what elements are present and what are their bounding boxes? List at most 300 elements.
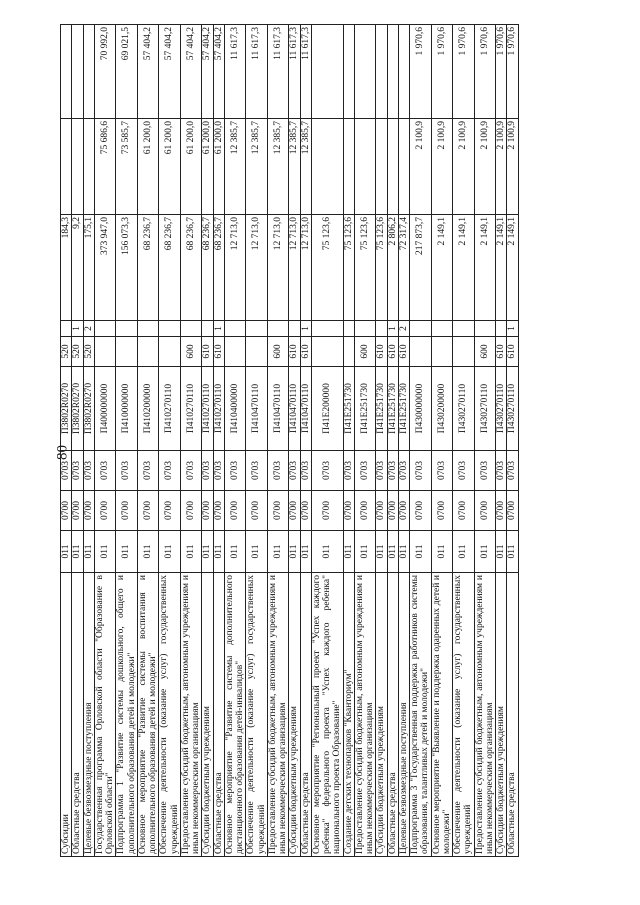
code-source xyxy=(94,321,116,337)
row-name: Целевые безвозмездные поступления xyxy=(83,573,94,857)
amount-year-3: 1 970,6 xyxy=(496,25,507,119)
table-row xyxy=(496,25,507,857)
amount-year-1: 68 236,7 xyxy=(137,215,159,321)
amount-year-1: 2 149,1 xyxy=(431,215,453,321)
code-expense-type: 610 xyxy=(213,337,224,367)
code-expense-type: 610 xyxy=(387,337,398,367)
code-expense-type xyxy=(410,337,432,367)
table-body xyxy=(61,25,519,857)
table-row xyxy=(202,25,213,857)
code-ministry: 011 xyxy=(398,531,409,573)
amount-year-3: 57 404,2 xyxy=(137,25,159,119)
amount-year-2: 61 200,0 xyxy=(159,119,181,215)
code-section: 0700 xyxy=(246,491,268,531)
code-section: 0700 xyxy=(137,491,159,531)
code-section: 0700 xyxy=(431,491,453,531)
code-subsection: 0703 xyxy=(410,451,432,491)
code-target-article: П410270110 xyxy=(180,367,202,451)
amount-year-1: 68 236,7 xyxy=(213,215,224,321)
code-expense-type xyxy=(311,337,343,367)
code-ministry: 011 xyxy=(246,531,268,573)
table-row xyxy=(343,25,354,857)
amount-year-2: 2 100,9 xyxy=(496,119,507,215)
code-ministry: 011 xyxy=(180,531,202,573)
amount-year-2: 73 585,7 xyxy=(116,119,138,215)
amount-year-2: 61 200,0 xyxy=(213,119,224,215)
amount-year-1: 68 236,7 xyxy=(180,215,202,321)
row-name: Субсидии бюджетным учреждениям xyxy=(202,573,213,857)
table-row xyxy=(180,25,202,857)
amount-year-3: 1 970,6 xyxy=(507,25,518,119)
code-ministry: 011 xyxy=(224,531,246,573)
code-source xyxy=(289,321,300,337)
amount-year-3: 11 617,3 xyxy=(267,25,289,119)
amount-year-1: 2 149,1 xyxy=(474,215,496,321)
code-expense-type xyxy=(246,337,268,367)
code-target-article: П41Е251730 xyxy=(343,367,354,451)
table-row xyxy=(72,25,83,857)
row-name: Областные средства xyxy=(507,573,518,857)
amount-year-2: 12 385,7 xyxy=(289,119,300,215)
table-row xyxy=(387,25,398,857)
code-source xyxy=(474,321,496,337)
amount-year-2 xyxy=(376,119,387,215)
code-section: 0700 xyxy=(202,491,213,531)
table-row xyxy=(61,25,72,857)
code-source xyxy=(180,321,202,337)
code-target-article: П41Е251730 xyxy=(354,367,376,451)
amount-year-2: 61 200,0 xyxy=(202,119,213,215)
table-row xyxy=(267,25,289,857)
code-target-article: П410400000 xyxy=(224,367,246,451)
row-name: Областные средства xyxy=(72,573,83,857)
code-ministry: 011 xyxy=(507,531,518,573)
code-section: 0700 xyxy=(159,491,181,531)
code-section: 0700 xyxy=(224,491,246,531)
code-subsection: 0703 xyxy=(202,451,213,491)
row-name: Государственная программа Орловской области "Образование в Орловской области" xyxy=(94,573,116,857)
amount-year-1: 12 713,0 xyxy=(224,215,246,321)
code-ministry: 011 xyxy=(72,531,83,573)
code-section: 0700 xyxy=(398,491,409,531)
code-source xyxy=(311,321,343,337)
code-subsection: 0703 xyxy=(496,451,507,491)
amount-year-2: 2 100,9 xyxy=(410,119,432,215)
code-subsection: 0703 xyxy=(246,451,268,491)
code-subsection: 0703 xyxy=(61,451,72,491)
table-row xyxy=(311,25,343,857)
amount-year-1: 75 123,6 xyxy=(354,215,376,321)
code-subsection: 0703 xyxy=(72,451,83,491)
code-target-article: П410470110 xyxy=(300,367,311,451)
code-target-article: П3802R0270 xyxy=(72,367,83,451)
row-name: Основное мероприятие "Выявление и поддержка одаренных детей и молодежи" xyxy=(431,573,453,857)
code-ministry: 011 xyxy=(453,531,475,573)
code-source: 1 xyxy=(387,321,398,337)
code-ministry: 011 xyxy=(94,531,116,573)
code-subsection: 0703 xyxy=(224,451,246,491)
code-source xyxy=(431,321,453,337)
amount-year-1: 12 713,0 xyxy=(246,215,268,321)
code-section: 0700 xyxy=(507,491,518,531)
table-row xyxy=(213,25,224,857)
code-subsection: 0703 xyxy=(94,451,116,491)
table-row xyxy=(398,25,409,857)
code-subsection: 0703 xyxy=(116,451,138,491)
amount-year-3: 70 992,0 xyxy=(94,25,116,119)
code-source xyxy=(453,321,475,337)
budget-table xyxy=(60,24,519,857)
table-row xyxy=(453,25,475,857)
table-row xyxy=(431,25,453,857)
code-expense-type xyxy=(453,337,475,367)
code-target-article: П430270110 xyxy=(474,367,496,451)
table-row xyxy=(300,25,311,857)
code-expense-type xyxy=(94,337,116,367)
row-name: Подпрограмма 3 "Государственная поддержка работников системы образования, талантливых детей и молодежи" xyxy=(410,573,432,857)
row-name: Обеспечение деятельности (оказание услуг) государственных учреждений xyxy=(453,573,475,857)
code-target-article: П41Е251730 xyxy=(387,367,398,451)
code-ministry: 011 xyxy=(496,531,507,573)
amount-year-2: 12 385,7 xyxy=(246,119,268,215)
code-subsection: 0703 xyxy=(180,451,202,491)
code-expense-type xyxy=(224,337,246,367)
amount-year-2 xyxy=(343,119,354,215)
code-section: 0700 xyxy=(387,491,398,531)
amount-year-3: 11 617,3 xyxy=(224,25,246,119)
code-target-article: П410270110 xyxy=(202,367,213,451)
code-ministry: 011 xyxy=(137,531,159,573)
rotated-page xyxy=(60,25,615,857)
code-ministry: 011 xyxy=(213,531,224,573)
code-target-article: П410200000 xyxy=(137,367,159,451)
amount-year-1: 156 073,3 xyxy=(116,215,138,321)
amount-year-3: 57 404,2 xyxy=(202,25,213,119)
code-ministry: 011 xyxy=(202,531,213,573)
code-section: 0700 xyxy=(267,491,289,531)
code-ministry: 011 xyxy=(474,531,496,573)
code-source: 1 xyxy=(507,321,518,337)
amount-year-1: 68 236,7 xyxy=(202,215,213,321)
table-row xyxy=(354,25,376,857)
amount-year-2: 61 200,0 xyxy=(180,119,202,215)
code-source xyxy=(202,321,213,337)
code-target-article: П410470110 xyxy=(246,367,268,451)
table-row xyxy=(246,25,268,857)
code-expense-type: 600 xyxy=(267,337,289,367)
code-subsection: 0703 xyxy=(300,451,311,491)
amount-year-3 xyxy=(83,25,94,119)
row-name: Областные средства xyxy=(300,573,311,857)
amount-year-3: 57 404,2 xyxy=(180,25,202,119)
code-section: 0700 xyxy=(213,491,224,531)
amount-year-3: 57 404,2 xyxy=(213,25,224,119)
code-subsection: 0703 xyxy=(354,451,376,491)
table-row xyxy=(376,25,387,857)
code-ministry: 011 xyxy=(116,531,138,573)
code-expense-type: 610 xyxy=(289,337,300,367)
code-source xyxy=(376,321,387,337)
code-source: 2 xyxy=(398,321,409,337)
code-target-article: П410000000 xyxy=(116,367,138,451)
row-name: Субсидии бюджетным учреждениям xyxy=(376,573,387,857)
code-expense-type xyxy=(343,337,354,367)
table-row xyxy=(410,25,432,857)
amount-year-1: 2 806,2 xyxy=(387,215,398,321)
row-name: Субсидии бюджетным учреждениям xyxy=(289,573,300,857)
code-expense-type: 520 xyxy=(72,337,83,367)
amount-year-2 xyxy=(83,119,94,215)
amount-year-2: 2 100,9 xyxy=(474,119,496,215)
code-source xyxy=(246,321,268,337)
code-target-article: П410470110 xyxy=(267,367,289,451)
amount-year-3 xyxy=(387,25,398,119)
code-target-article: П430200000 xyxy=(431,367,453,451)
code-expense-type: 600 xyxy=(474,337,496,367)
page-number: 80 xyxy=(54,445,71,460)
code-subsection: 0703 xyxy=(83,451,94,491)
amount-year-3: 69 021,5 xyxy=(116,25,138,119)
code-subsection: 0703 xyxy=(159,451,181,491)
amount-year-1: 217 873,7 xyxy=(410,215,432,321)
row-name: Предоставление субсидий бюджетным, автономным учреждениям и иным некоммерческим организациям xyxy=(474,573,496,857)
row-name: Обеспечение деятельности (оказание услуг) государственных учреждений xyxy=(246,573,268,857)
code-ministry: 011 xyxy=(289,531,300,573)
code-ministry: 011 xyxy=(343,531,354,573)
code-ministry: 011 xyxy=(431,531,453,573)
code-section: 0700 xyxy=(300,491,311,531)
table-row xyxy=(507,25,518,857)
code-source: 1 xyxy=(72,321,83,337)
code-source: 1 xyxy=(213,321,224,337)
code-ministry: 011 xyxy=(387,531,398,573)
amount-year-1: 75 123,6 xyxy=(343,215,354,321)
table-row xyxy=(159,25,181,857)
amount-year-3: 57 404,2 xyxy=(159,25,181,119)
amount-year-2: 12 385,7 xyxy=(300,119,311,215)
row-name: Основное мероприятие "Развитие системы дополнительного дистанционного образования детей-инвалидов" xyxy=(224,573,246,857)
code-ministry: 011 xyxy=(267,531,289,573)
amount-year-3 xyxy=(311,25,343,119)
code-subsection: 0703 xyxy=(474,451,496,491)
code-target-article: П410270110 xyxy=(213,367,224,451)
code-expense-type: 610 xyxy=(507,337,518,367)
code-ministry: 011 xyxy=(83,531,94,573)
amount-year-3: 1 970,6 xyxy=(410,25,432,119)
row-name: Областные средства xyxy=(387,573,398,857)
code-subsection: 0703 xyxy=(311,451,343,491)
amount-year-2: 2 100,9 xyxy=(453,119,475,215)
amount-year-2 xyxy=(354,119,376,215)
code-source xyxy=(224,321,246,337)
code-source xyxy=(354,321,376,337)
code-subsection: 0703 xyxy=(387,451,398,491)
code-section: 0700 xyxy=(289,491,300,531)
amount-year-2 xyxy=(311,119,343,215)
amount-year-1: 12 713,0 xyxy=(289,215,300,321)
amount-year-2 xyxy=(72,119,83,215)
code-source xyxy=(116,321,138,337)
code-source xyxy=(496,321,507,337)
row-name: Основное мероприятие "Развитие системы воспитания и дополнительного образования детей и молодежи" xyxy=(137,573,159,857)
amount-year-1: 68 236,7 xyxy=(159,215,181,321)
code-section: 0700 xyxy=(83,491,94,531)
code-target-article: П400000000 xyxy=(94,367,116,451)
code-target-article: П410270110 xyxy=(159,367,181,451)
amount-year-3 xyxy=(376,25,387,119)
code-subsection: 0703 xyxy=(453,451,475,491)
amount-year-1: 72 317,4 xyxy=(398,215,409,321)
row-name: Создание детских технопарков "Кванториум" xyxy=(343,573,354,857)
amount-year-2: 2 100,9 xyxy=(431,119,453,215)
code-target-article: П430270110 xyxy=(507,367,518,451)
code-subsection: 0703 xyxy=(431,451,453,491)
amount-year-3: 11 617,3 xyxy=(289,25,300,119)
amount-year-3 xyxy=(61,25,72,119)
code-expense-type: 610 xyxy=(376,337,387,367)
code-section: 0700 xyxy=(354,491,376,531)
code-target-article: П430000000 xyxy=(410,367,432,451)
code-target-article: П430270110 xyxy=(453,367,475,451)
amount-year-2: 75 686,6 xyxy=(94,119,116,215)
code-section: 0700 xyxy=(311,491,343,531)
amount-year-1: 2 149,1 xyxy=(507,215,518,321)
code-expense-type: 600 xyxy=(180,337,202,367)
code-expense-type: 610 xyxy=(300,337,311,367)
amount-year-3 xyxy=(343,25,354,119)
amount-year-1: 175,1 xyxy=(83,215,94,321)
code-section: 0700 xyxy=(94,491,116,531)
code-source xyxy=(159,321,181,337)
amount-year-3: 1 970,6 xyxy=(474,25,496,119)
amount-year-1: 2 149,1 xyxy=(496,215,507,321)
amount-year-1: 75 123,6 xyxy=(311,215,343,321)
code-source xyxy=(343,321,354,337)
code-section: 0700 xyxy=(474,491,496,531)
amount-year-1: 373 947,0 xyxy=(94,215,116,321)
code-target-article: П41Е251730 xyxy=(398,367,409,451)
amount-year-3 xyxy=(354,25,376,119)
code-section: 0700 xyxy=(72,491,83,531)
code-expense-type: 520 xyxy=(83,337,94,367)
code-expense-type xyxy=(431,337,453,367)
row-name: Областные средства xyxy=(213,573,224,857)
row-name: Предоставление субсидий бюджетным, автономным учреждениям и иным некоммерческим организациям xyxy=(267,573,289,857)
amount-year-1: 2 149,1 xyxy=(453,215,475,321)
amount-year-3 xyxy=(72,25,83,119)
table-row xyxy=(83,25,94,857)
code-section: 0700 xyxy=(410,491,432,531)
code-expense-type: 610 xyxy=(496,337,507,367)
code-section: 0700 xyxy=(61,491,72,531)
amount-year-3: 1 970,6 xyxy=(453,25,475,119)
code-source xyxy=(410,321,432,337)
code-target-article: П3802R0270 xyxy=(61,367,72,451)
code-source xyxy=(61,321,72,337)
code-ministry: 011 xyxy=(410,531,432,573)
code-target-article: П430270110 xyxy=(496,367,507,451)
amount-year-3: 11 617,3 xyxy=(246,25,268,119)
code-section: 0700 xyxy=(376,491,387,531)
code-ministry: 011 xyxy=(61,531,72,573)
code-source xyxy=(137,321,159,337)
table-row xyxy=(94,25,116,857)
code-target-article: П41Е200000 xyxy=(311,367,343,451)
table-row xyxy=(474,25,496,857)
amount-year-2 xyxy=(398,119,409,215)
amount-year-1: 12 713,0 xyxy=(300,215,311,321)
code-subsection: 0703 xyxy=(398,451,409,491)
amount-year-3: 1 970,6 xyxy=(431,25,453,119)
code-expense-type xyxy=(159,337,181,367)
code-source: 2 xyxy=(83,321,94,337)
code-subsection: 0703 xyxy=(289,451,300,491)
row-name: Основное мероприятие "Региональный проект "Успех каждого ребенка" федерального проекта "Успех каждого ребенка" национального проекта Образование" xyxy=(311,573,343,857)
table-row xyxy=(116,25,138,857)
code-subsection: 0703 xyxy=(213,451,224,491)
row-name: Субсидии бюджетным учреждениям xyxy=(496,573,507,857)
code-expense-type xyxy=(137,337,159,367)
code-target-article: П3802R0270 xyxy=(83,367,94,451)
code-expense-type: 600 xyxy=(354,337,376,367)
amount-year-1: 9,2 xyxy=(72,215,83,321)
amount-year-2: 12 385,7 xyxy=(224,119,246,215)
code-section: 0700 xyxy=(453,491,475,531)
code-expense-type: 610 xyxy=(398,337,409,367)
table-row xyxy=(289,25,300,857)
code-subsection: 0703 xyxy=(376,451,387,491)
code-section: 0700 xyxy=(343,491,354,531)
amount-year-1: 184,3 xyxy=(61,215,72,321)
code-expense-type: 520 xyxy=(61,337,72,367)
code-target-article: П410470110 xyxy=(289,367,300,451)
code-expense-type: 610 xyxy=(202,337,213,367)
row-name: Обеспечение деятельности (оказание услуг) государственных учреждений xyxy=(159,573,181,857)
code-subsection: 0703 xyxy=(137,451,159,491)
code-section: 0700 xyxy=(116,491,138,531)
code-ministry: 011 xyxy=(354,531,376,573)
code-source: 1 xyxy=(300,321,311,337)
amount-year-3 xyxy=(398,25,409,119)
code-ministry: 011 xyxy=(376,531,387,573)
code-section: 0700 xyxy=(180,491,202,531)
row-name: Целевые безвозмездные поступления xyxy=(398,573,409,857)
code-section: 0700 xyxy=(496,491,507,531)
row-name: Предоставление субсидий бюджетным, автономным учреждениям и иным некоммерческим организациям xyxy=(180,573,202,857)
amount-year-2 xyxy=(387,119,398,215)
code-ministry: 011 xyxy=(159,531,181,573)
code-subsection: 0703 xyxy=(267,451,289,491)
amount-year-2: 2 100,9 xyxy=(507,119,518,215)
amount-year-1: 12 713,0 xyxy=(267,215,289,321)
code-ministry: 011 xyxy=(311,531,343,573)
amount-year-3: 11 617,3 xyxy=(300,25,311,119)
amount-year-2: 61 200,0 xyxy=(137,119,159,215)
table-row xyxy=(224,25,246,857)
amount-year-2: 12 385,7 xyxy=(267,119,289,215)
code-source xyxy=(267,321,289,337)
code-subsection: 0703 xyxy=(343,451,354,491)
code-subsection: 0703 xyxy=(507,451,518,491)
amount-year-2 xyxy=(61,119,72,215)
code-ministry: 011 xyxy=(300,531,311,573)
row-name: Предоставление субсидий бюджетным, автономным учреждениям и иным некоммерческим организациям xyxy=(354,573,376,857)
row-name: Субсидии xyxy=(61,573,72,857)
row-name: Подпрограмма 1 "Развитие системы дошкольного, общего и дополнительного образования детей и молодежи" xyxy=(116,573,138,857)
amount-year-1: 75 123,6 xyxy=(376,215,387,321)
code-expense-type xyxy=(116,337,138,367)
code-target-article: П41Е251730 xyxy=(376,367,387,451)
